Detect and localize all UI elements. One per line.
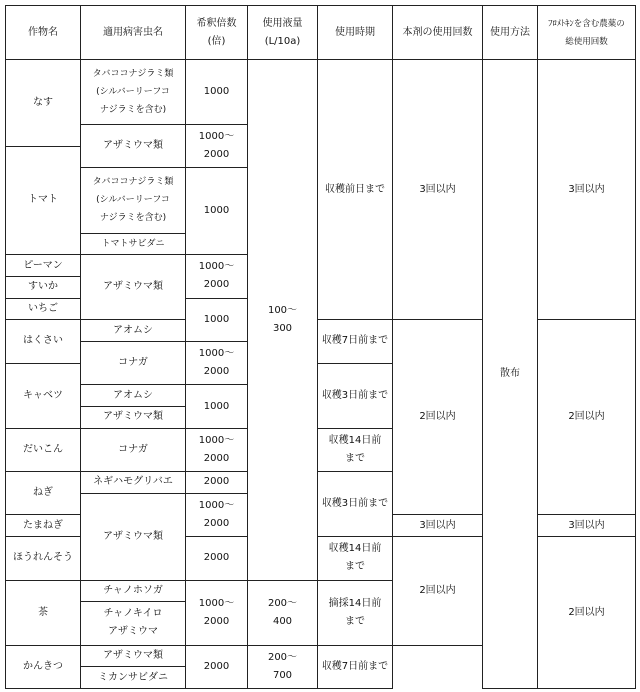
- count-cell: 3回以内: [393, 60, 483, 320]
- dilution-cell: 1000〜 2000: [186, 428, 248, 471]
- timing-cell: 収穫14日前 まで: [318, 537, 393, 580]
- crop-cell: はくさい: [6, 320, 81, 363]
- pest-cell: アザミウマ類: [81, 645, 186, 667]
- header-row: [6, 6, 636, 60]
- timing-cell: 収穫7日前まで: [318, 320, 393, 363]
- timing-cell: 収穫前日まで: [318, 60, 393, 320]
- pest-cell: チャノホソガ: [81, 580, 186, 602]
- total-count-cell: 3回以内: [538, 60, 636, 320]
- crop-cell: かんきつ: [6, 645, 81, 688]
- header-dilution: 希釈倍数 (倍): [186, 6, 248, 60]
- count-cell: 3回以内: [393, 515, 483, 537]
- pest-cell: アザミウマ類: [81, 493, 186, 580]
- timing-cell: 収穫3日前まで: [318, 472, 393, 537]
- timing-cell: 摘採14日前 まで: [318, 580, 393, 645]
- volume-cell: 200〜 400: [248, 580, 318, 645]
- total-count-cell: 2回以内: [538, 320, 636, 515]
- dilution-cell: 1000: [186, 298, 248, 341]
- pesticide-table-container: [5, 5, 636, 689]
- method-cell: 散布: [483, 60, 538, 689]
- crop-cell: ピーマン: [6, 255, 81, 277]
- crop-cell: ねぎ: [6, 472, 81, 515]
- volume-cell: 100〜 300: [248, 60, 318, 581]
- timing-cell: 収穫3日前まで: [318, 363, 393, 428]
- dilution-cell: 1000: [186, 168, 248, 255]
- total-count-cell: 3回以内: [538, 515, 636, 537]
- pest-cell: コナガ: [81, 428, 186, 471]
- pest-cell: ネギハモグリバエ: [81, 472, 186, 494]
- crop-cell: すいか: [6, 276, 81, 298]
- header-count: 本剤の使用回数: [393, 6, 483, 60]
- pest-cell: アオムシ: [81, 385, 186, 407]
- count-cell: 2回以内: [393, 320, 483, 515]
- header-volume: 使用液量 (L/10a): [248, 6, 318, 60]
- table-row: [6, 320, 636, 342]
- table-row: [6, 60, 636, 82]
- pest-cell: アオムシ: [81, 320, 186, 342]
- pesticide-usage-table: [5, 5, 636, 689]
- pest-cell: コナガ: [81, 341, 186, 384]
- dilution-cell: 1000〜 2000: [186, 341, 248, 384]
- dilution-cell: 1000〜 2000: [186, 493, 248, 536]
- crop-cell: ほうれんそう: [6, 537, 81, 580]
- pest-cell: トマトサビダニ: [81, 233, 186, 255]
- pest-cell: タバココナジラミ類 (シルバーリーフコ ナジラミを含む): [81, 168, 186, 233]
- crop-cell: トマト: [6, 146, 81, 254]
- pest-cell: タバココナジラミ類 (シルバーリーフコ ナジラミを含む): [81, 60, 186, 125]
- crop-cell: いちご: [6, 298, 81, 320]
- dilution-cell: 2000: [186, 645, 248, 688]
- dilution-cell: 1000〜 2000: [186, 580, 248, 645]
- dilution-cell: 2000: [186, 472, 248, 494]
- total-count-cell: 2回以内: [538, 537, 636, 689]
- crop-cell: なす: [6, 60, 81, 147]
- dilution-cell: 1000: [186, 385, 248, 428]
- crop-cell: 茶: [6, 580, 81, 645]
- pest-cell: チャノキイロ アザミウマ: [81, 602, 186, 645]
- dilution-cell: 1000〜 2000: [186, 125, 248, 168]
- crop-cell: たまねぎ: [6, 515, 81, 537]
- volume-cell: 200〜 700: [248, 645, 318, 688]
- crop-cell: だいこん: [6, 428, 81, 471]
- header-pest: 適用病害虫名: [81, 6, 186, 60]
- header-total: ﾌﾛﾒﾄｷﾝを含む農薬の 総使用回数: [538, 6, 636, 60]
- dilution-cell: 1000: [186, 60, 248, 125]
- pest-cell: アザミウマ類: [81, 255, 186, 320]
- timing-cell: 収穫7日前まで: [318, 645, 393, 688]
- pest-cell: アザミウマ類: [81, 407, 186, 429]
- dilution-cell: 2000: [186, 537, 248, 580]
- pest-cell: ミカンサビダニ: [81, 667, 186, 689]
- timing-cell: 収穫14日前 まで: [318, 428, 393, 471]
- count-cell: 2回以内: [393, 537, 483, 645]
- crop-cell: キャベツ: [6, 363, 81, 428]
- pest-cell: アザミウマ類: [81, 125, 186, 168]
- header-method: 使用方法: [483, 6, 538, 60]
- header-crop: 作物名: [6, 6, 81, 60]
- header-timing: 使用時期: [318, 6, 393, 60]
- dilution-cell: 1000〜 2000: [186, 255, 248, 298]
